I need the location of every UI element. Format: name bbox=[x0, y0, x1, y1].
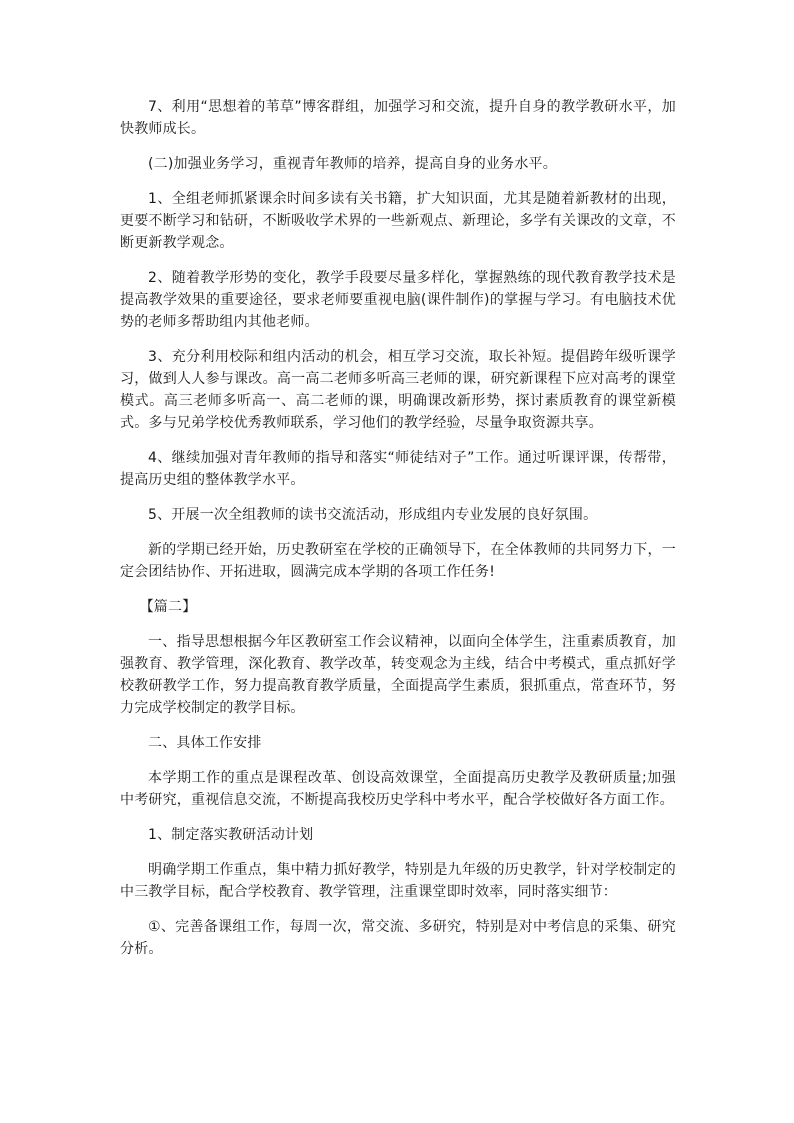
paragraph-item-2-technology: 2、随着教学形势的变化，教学手段要尽量多样化，掌握熟练的现代教育教学技术是提高教学效果的重要途径，要求老师要重视电脑(课件制作)的掌握与学习。有电脑技术优势的老师多帮助组内其他老师。 bbox=[120, 270, 676, 330]
subheading-research-plan: 1、制定落实教研活动计划 bbox=[148, 827, 314, 843]
paragraph-semester-focus: 本学期工作的重点是课程改革、创设高效课堂，全面提高历史教学及教研质量;加强中考研究，重视信息交流，不断提高我校历史学科中考水平，配合学校做好各方面工作。 bbox=[120, 770, 676, 808]
section-heading-work-arrangement: 二、具体工作安排 bbox=[148, 735, 262, 751]
paragraph-item-4-mentoring: 4、继续加强对青年教师的指导和落实“师徒结对子”工作。通过听课评课，传帮带，提高历史组的整体教学水平。 bbox=[120, 450, 676, 488]
paragraph-semester-priorities: 明确学期工作重点，集中精力抓好教学，特别是九年级的历史教学，针对学校制定的中三教学目标，配合学校教育、教学管理，注重课堂即时效率，同时落实细节： bbox=[120, 862, 676, 900]
paragraph-lesson-prep-group: ①、完善备课组工作，每周一次，常交流、多研究，特别是对中考信息的采集、研究分析。 bbox=[120, 919, 676, 957]
document-body bbox=[120, 96, 676, 973]
paragraph-item-1-reading: 1、全组老师抓紧课余时间多读有关书籍，扩大知识面，尤其是随着新教材的出现，更要不断学习和钻研，不断吸收学术界的一些新观点、新理论，多学有关课改的文章，不断更新教学观念。 bbox=[120, 191, 676, 251]
paragraph-item-3-exchange: 3、充分利用校际和组内活动的机会，相互学习交流，取长补短。提倡跨年级听课学习，做到人人参与课改。高一高二老师多听高三老师的课，研究新课程下应对高考的课堂模式。高三老师多听高一、高二老师的课，明确课改新形势，探讨素质教育的课堂新模式。多与兄弟学校优秀教师联系，学习他们的教学经验，尽量争取资源共享。 bbox=[120, 349, 676, 431]
paragraph-conclusion: 新的学期已经开始，历史教研室在学校的正确领导下，在全体教师的共同努力下，一定会团结协作、开拓进取，圆满完成本学期的各项工作任务! bbox=[120, 542, 676, 580]
paragraph-item-7-blog: 7、利用“思想着的苇草”博客群组，加强学习和交流，提升自身的教学教研水平，加快教师成长。 bbox=[120, 99, 676, 137]
section-heading-business-study: (二)加强业务学习，重视青年教师的培养，提高自身的业务水平。 bbox=[148, 156, 557, 172]
paragraph-guiding-ideology: 一、指导思想根据今年区教研室工作会议精神，以面向全体学生，注重素质教育，加强教育、教学管理，深化教育、教学改革，转变观念为主线，结合中考模式，重点抓好学校教研教学工作，努力提高教育教学质量，全面提高学生素质，狠抓重点，常查环节，努力完成学校制定的教学目标。 bbox=[120, 634, 676, 716]
paragraph-item-5-reading-activity: 5、开展一次全组教师的读书交流活动，形成组内专业发展的良好氛围。 bbox=[148, 507, 598, 523]
part-two-heading: 【篇二】 bbox=[139, 599, 197, 615]
